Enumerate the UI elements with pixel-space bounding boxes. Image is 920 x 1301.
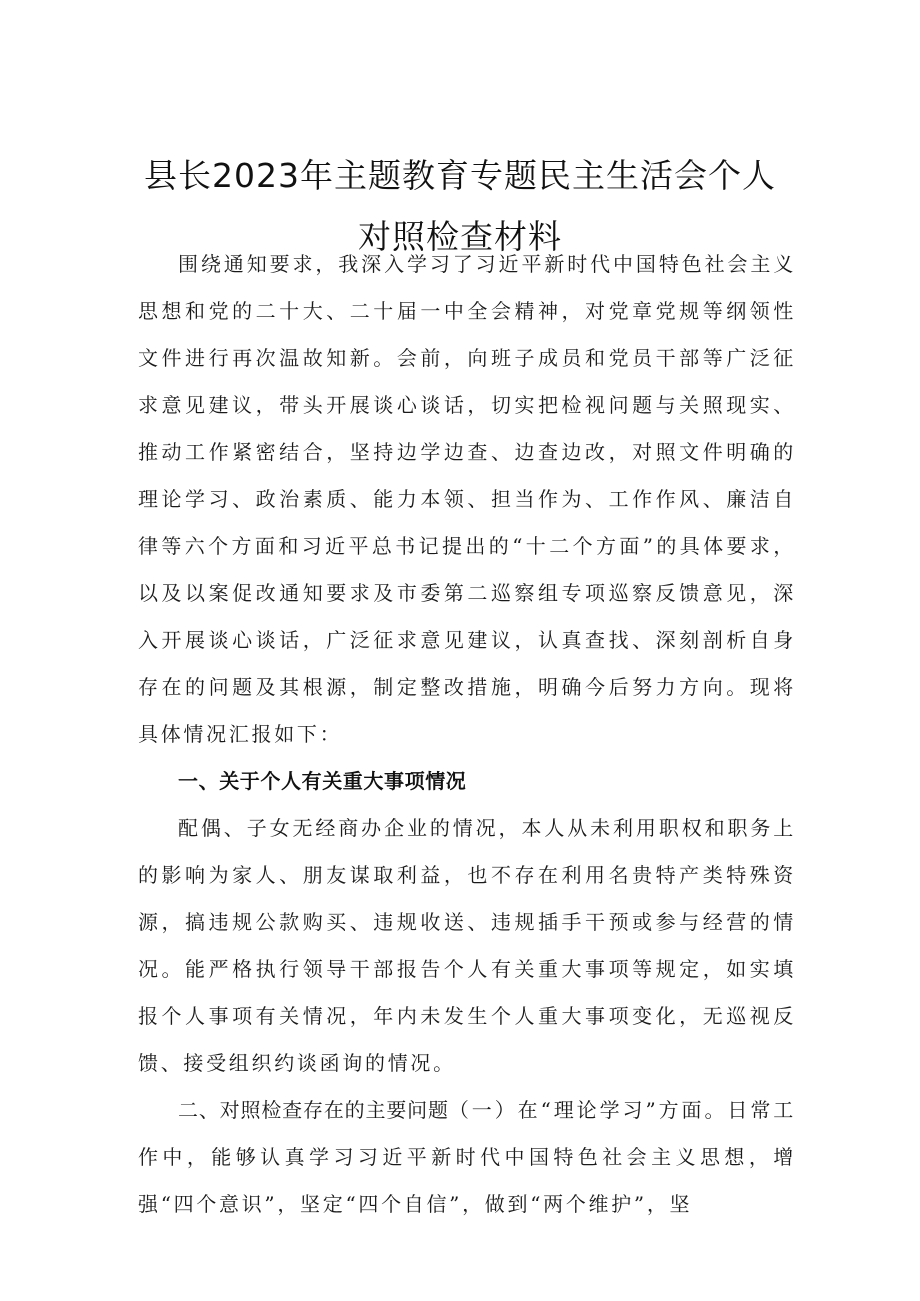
section-2-body: （一）在“理论学习”方面。日常工作中，能够认真学习习近平新时代中国特色社会主义思想，增强“四个意识”，坚定“四个自信”，做到“两个维护”，坚 (138, 1098, 796, 1216)
intro-paragraph: 围绕通知要求，我深入学习了习近平新时代中国特色社会主义思想和党的二十大、二十届一中全会精神，对党章党规等纲领性文件进行再次温故知新。会前，向班子成员和党员干部等广泛征求意见建议，带头开展谈心谈话，切实把检视问题与关照现实、推动工作紧密结合，坚持边学边查、边查边改，对照文件明确的理论学习、政治素质、能力本领、担当作为、工作作风、廉洁自律等六个方面和习近平总书记提出的“十二个方面”的具体要求，以及以案促改通知要求及市委第二巡察组专项巡察反馈意见，深入开展谈心谈话，广泛征求意见建议，认真查找、深刻剖析自身存在的问题及其根源，制定整改措施，明确今后努力方向。现将具体情况汇报如下： (138, 252, 796, 746)
document-body (138, 241, 796, 1228)
document-title-line-1: 县长2023年主题教育专题民主生活会个人 (144, 156, 776, 196)
section-2-paragraph (138, 1087, 796, 1228)
section-1-heading: 一、关于个人有关重大事项情况 (178, 769, 467, 793)
section-2-heading: 二、对照检查存在的主要问题 (178, 1098, 449, 1122)
document-title-line-2: 对照检查材料 (358, 217, 562, 257)
section-1-paragraph: 配偶、子女无经商办企业的情况，本人从未利用职权和职务上的影响为家人、朋友谋取利益，也不存在利用名贵特产类特殊资源，搞违规公款购买、违规收送、违规插手干预或参与经营的情况。能严格执行领导干部报告个人有关重大事项等规定，如实填报个人事项有关情况，年内未发生个人重大事项变化，无巡视反馈、接受组织约谈函询的情况。 (138, 816, 796, 1075)
